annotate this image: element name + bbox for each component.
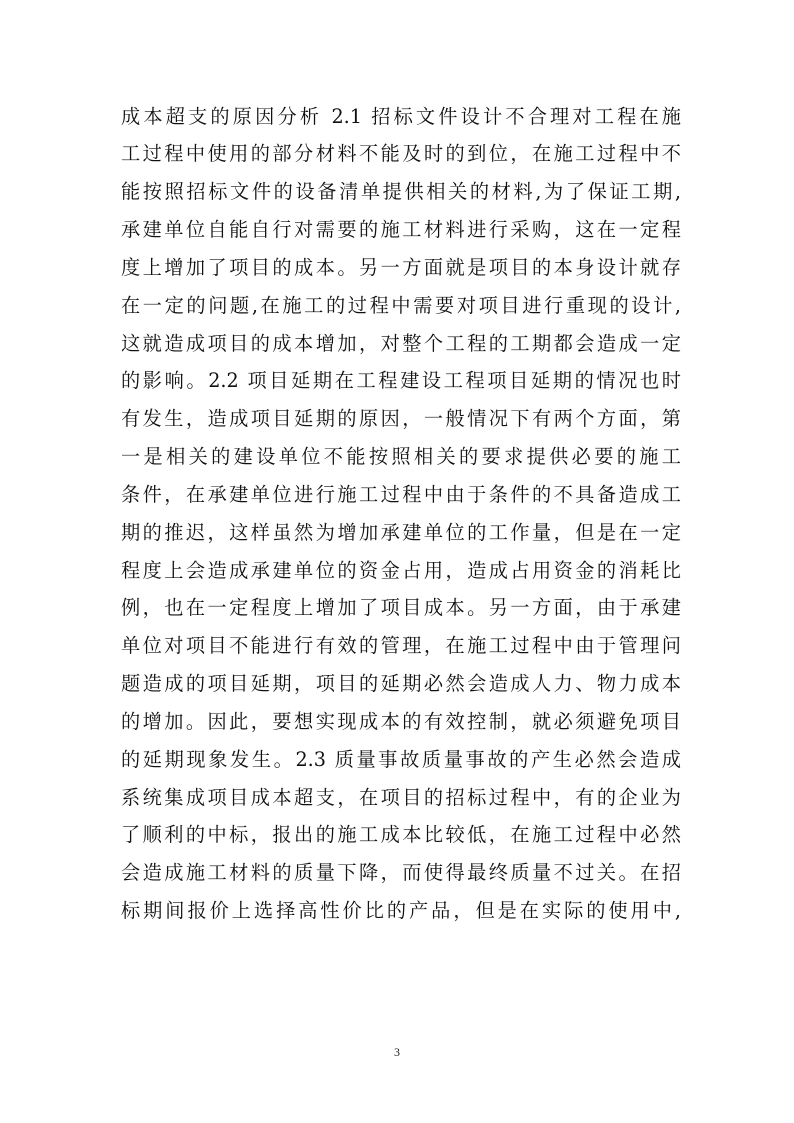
text-line: 了顺利的中标，报出的施工成本比较低，在施工过程中必然 bbox=[121, 823, 681, 846]
text-line: 工过程中使用的部分材料不能及时的到位，在施工过程中不 bbox=[121, 142, 681, 165]
text-line: 会造成施工材料的质量下降，而使得最终质量不过关。在招 bbox=[121, 861, 681, 884]
text-line: 的延期现象发生。2.3 质量事故质量事故的产生必然会造成 bbox=[121, 748, 681, 771]
text-line: 这就造成项目的成本增加，对整个工程的工期都会造成一定 bbox=[121, 332, 681, 355]
text-line: 程度上会造成承建单位的资金占用，造成占用资金的消耗比 bbox=[121, 559, 681, 582]
text-line: 成本超支的原因分析 2.1 招标文件设计不合理对工程在施 bbox=[121, 105, 681, 128]
text-line: 在一定的问题,在施工的过程中需要对项目进行重现的设计, bbox=[121, 294, 681, 317]
text-line: 有发生，造成项目延期的原因，一般情况下有两个方面，第 bbox=[121, 407, 681, 430]
text-line: 系统集成项目成本超支，在项目的招标过程中，有的企业为 bbox=[121, 786, 681, 809]
text-line: 的影响。2.2 项目延期在工程建设工程项目延期的情况也时 bbox=[121, 369, 681, 392]
text-line: 例，也在一定程度上增加了项目成本。另一方面，由于承建 bbox=[121, 596, 681, 619]
text-line: 的增加。因此，要想实现成本的有效控制，就必须避免项目 bbox=[121, 710, 681, 733]
text-line: 单位对项目不能进行有效的管理，在施工过程中由于管理问 bbox=[121, 634, 681, 657]
text-line: 一是相关的建设单位不能按照相关的要求提供必要的施工 bbox=[121, 445, 681, 468]
text-line: 题造成的项目延期，项目的延期必然会造成人力、物力成本 bbox=[121, 672, 681, 695]
text-line: 期的推迟，这样虽然为增加承建单位的工作量，但是在一定 bbox=[121, 521, 681, 544]
text-line: 能按照招标文件的设备清单提供相关的材料,为了保证工期, bbox=[121, 180, 681, 203]
page-number: 3 bbox=[394, 1045, 400, 1059]
text-line: 度上增加了项目的成本。另一方面就是项目的本身设计就存 bbox=[121, 256, 681, 279]
text-line: 承建单位自能自行对需要的施工材料进行采购，这在一定程 bbox=[121, 218, 681, 241]
text-line: 标期间报价上选择高性价比的产品，但是在实际的使用中, bbox=[121, 899, 681, 922]
text-line: 条件，在承建单位进行施工过程中由于条件的不具备造成工 bbox=[121, 483, 681, 506]
